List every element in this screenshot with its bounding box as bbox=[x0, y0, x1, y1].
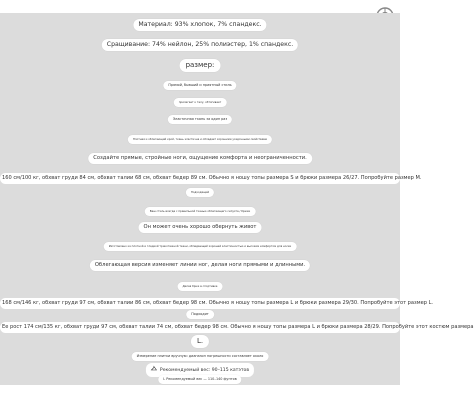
product-description-panel bbox=[0, 13, 474, 385]
size-l-label: L. bbox=[191, 335, 209, 348]
size-heading: размер: bbox=[180, 59, 221, 72]
recommended-weight-1-text: Рекомендуемый вес: 90–115 катэтов bbox=[159, 368, 250, 373]
fabric-line: Плотная и облегающий крой, ткань эластична и обладает хорошими усадочными свойствами bbox=[128, 135, 272, 144]
fits-label: Подходит bbox=[186, 310, 214, 319]
recommended-weight-2: L Рекомендуемый вес — 110–140 фунтов bbox=[158, 375, 241, 384]
material-line: Материал: 93% хлопок, 7% спандекс. bbox=[133, 19, 266, 31]
belly-line: Он может очень хорошо обернуть живот bbox=[139, 222, 262, 233]
model-3-measurements: Ее рост 174 см/135 кг, обхват груди 97 см, обхват талии 74 см, обхват бедер 98 см. Обычно я ношу топы размера L и брюки размера 28/29. Попробуйте этот костюм размера bbox=[0, 322, 400, 333]
fit-line: прилегает к телу, обтягивает bbox=[174, 98, 227, 107]
style-line: Прямой, бывший и приятный стиль bbox=[163, 81, 236, 90]
suitable-label: Подходящий bbox=[186, 188, 214, 197]
elastic-line: Эластичная ткань за один раз bbox=[168, 115, 232, 124]
model-2-measurements: 168 см/146 кг, обхват груди 97 см, обхват талии 86 см, обхват бедер 98 см. Обычно я ношу топы размера L и брюки размера 29/30. Попробуйте этот размер L. bbox=[0, 298, 400, 309]
model-1-measurements: 160 см/100 кг, обхват груди 84 см, обхват талии 68 см, обхват бедер 89 см. Обычно я ношу топы размера S и брюки размера 26/27. Попробуйте размер M. bbox=[0, 173, 400, 184]
measurement-note: Измерение плитки вручную: диапазон погрешности составляет около bbox=[132, 352, 269, 361]
legs-line: Создайте прямые, стройные ноги, ощущение комфорта и неограниченности. bbox=[88, 153, 312, 164]
composition-line: Сращивание: 74% нейлон, 25% полиэстер, 1% спандекс. bbox=[102, 39, 298, 51]
knit-fabric-line: Изготовлено из плотной и гладкой трикотажной ткани, обладающей хорошей эластичностью и высоким комфортом для носки bbox=[104, 242, 297, 251]
sport-line: Делая брюк в спортивке bbox=[178, 282, 223, 291]
hanger-icon bbox=[151, 366, 157, 374]
fabric-silhouette-line: Ваш стиль всегда с правильной тканью облегающего силуэта / брюки bbox=[145, 207, 256, 216]
slim-version-line: Облегающая версия изменяет линии ног, делая ноги прямыми и длинными. bbox=[90, 260, 310, 271]
